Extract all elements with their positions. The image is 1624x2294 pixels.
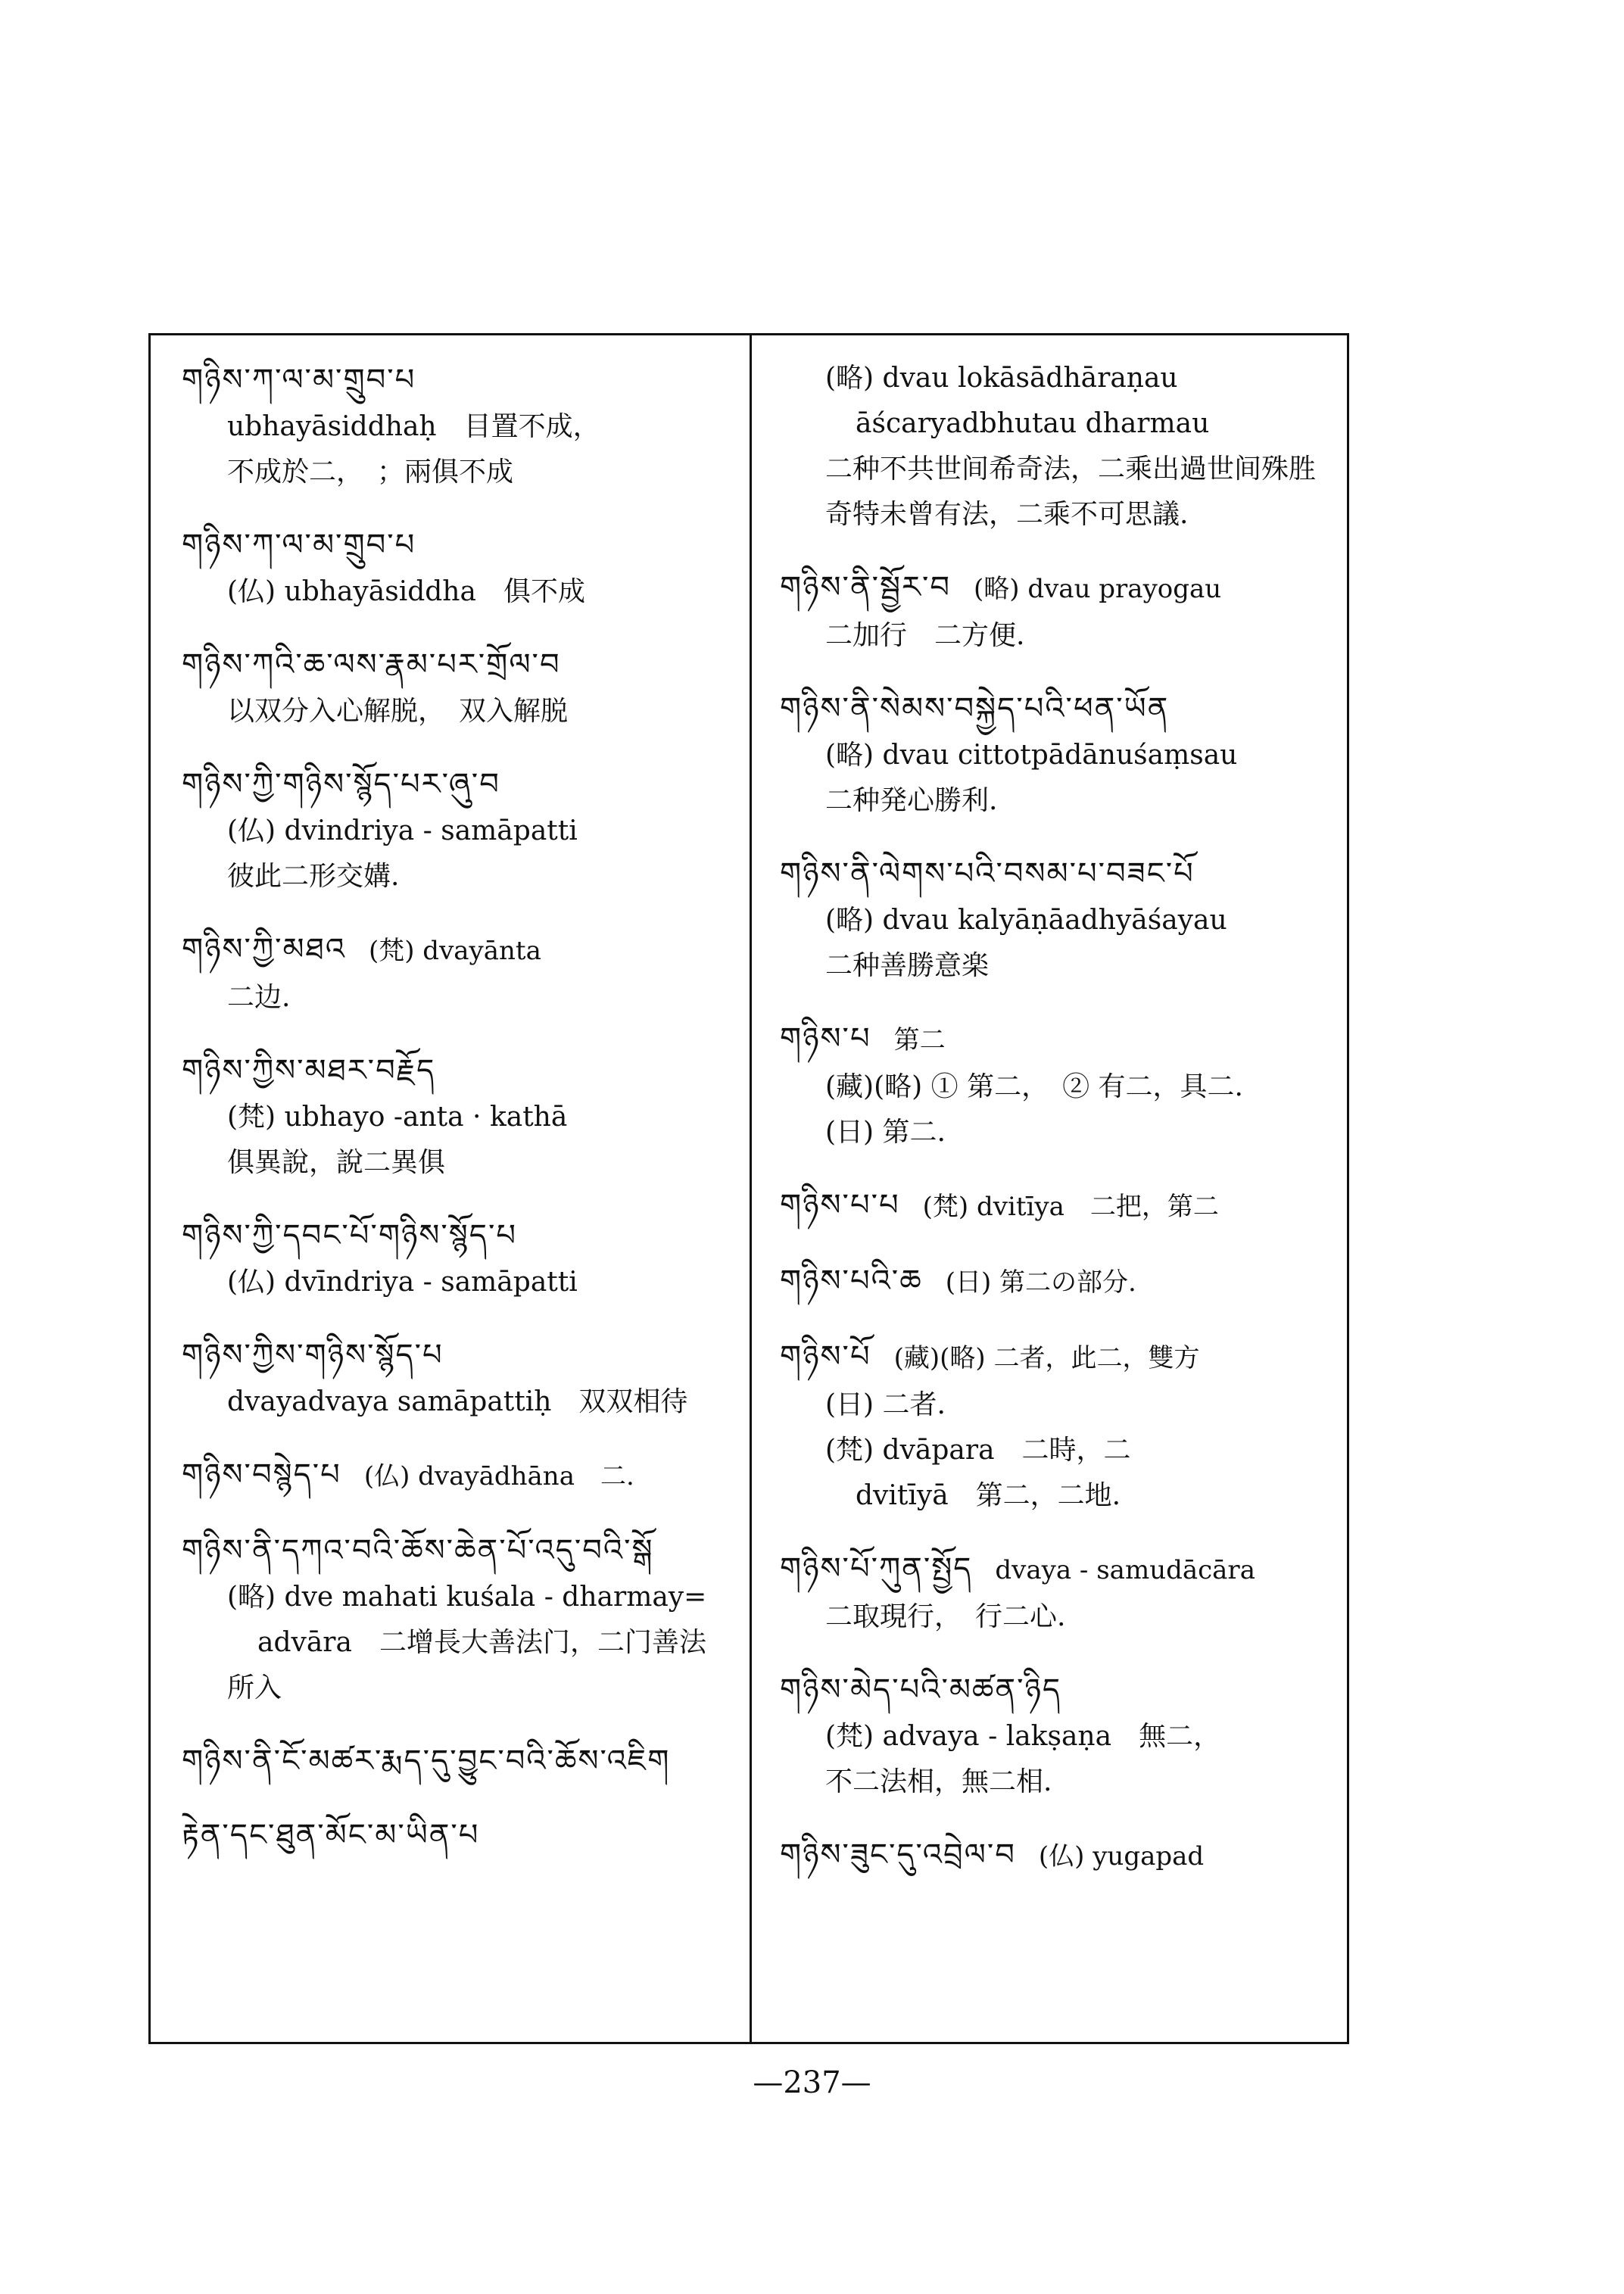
inline-gloss: (日) 第二の部分.: [945, 1267, 1136, 1298]
inline-gloss: (略) dvau prayogau: [974, 574, 1222, 604]
dictionary-entry: [780, 1332, 1340, 1519]
tibetan-headword: གཉིས་པ་པ: [780, 1188, 900, 1223]
tibetan-headword: གཉིས་ནི་དཀའ་བའི་ཆོས་ཆེན་པོ་འདུ་བའི་སྒོ: [182, 1533, 654, 1568]
page-number: —237—: [753, 2065, 871, 2100]
gloss-line: advāra 二增長大善法门，二门善法: [257, 1627, 706, 1658]
gloss-line: 二种不共世间希奇法，二乘出過世间殊胜: [825, 454, 1317, 485]
dictionary-entry: [182, 1737, 742, 1785]
entry-headword-line: [182, 925, 742, 975]
gloss-line: (藏)(略) ① 第二， ② 有二，具二.: [825, 1071, 1243, 1102]
dictionary-entry: [780, 849, 1340, 989]
dictionary-entry: [780, 1257, 1340, 1307]
gloss-line: (梵) dvāpara 二時，二: [825, 1435, 1131, 1466]
entry-headword-line: [182, 1811, 742, 1859]
entry-headword-line: [780, 1015, 1340, 1064]
gloss-line: 二取現行， 行二心.: [825, 1601, 1066, 1632]
gloss-line: (梵) advaya - lakṣaṇa 無二，: [825, 1721, 1221, 1752]
tibetan-headword: གཉིས་ཀྱི་དབང་པོ་གཉིས་སྙོད་པ: [182, 1218, 517, 1253]
dictionary-entry: [182, 521, 742, 615]
gloss-line: (梵) ubhayo -anta · kathā: [227, 1102, 568, 1133]
gloss-line: ubhayāsiddhaḥ 目置不成，: [227, 411, 600, 442]
dictionary-entry: [182, 1526, 742, 1711]
tibetan-headword: གཉིས་ཀའི་ཆ་ལས་རྣམ་པར་གྲོལ་བ: [182, 647, 561, 682]
dictionary-entry: [182, 925, 742, 1021]
dictionary-entry: [182, 1331, 742, 1425]
gloss-line: āścaryadbhutau dharmau: [856, 408, 1210, 439]
gloss-line: (日) 第二.: [825, 1117, 946, 1148]
entry-headword-line: [182, 1451, 742, 1501]
gloss-line: (日) 二者.: [825, 1389, 946, 1420]
gloss-line: (仏) ubhayāsiddha 俱不成: [227, 576, 585, 607]
dictionary-entry: [780, 684, 1340, 824]
dictionary-entry: [182, 1211, 742, 1305]
gloss-line: 不二法相，無二相.: [825, 1766, 1052, 1797]
entry-headword-line: [780, 1332, 1340, 1382]
entry-headword-line: [182, 1211, 742, 1260]
inline-gloss: dvaya - samudācāra: [995, 1555, 1255, 1585]
tibetan-headword: གཉིས་ཀ་ལ་མ་གྲུབ་པ: [182, 363, 416, 397]
tibetan-headword: གཉིས་ཀྱི་མཐའ: [182, 932, 346, 967]
entry-headword-line: [780, 1544, 1340, 1594]
entry-headword-line: [182, 1046, 742, 1095]
dictionary-entry: [182, 641, 742, 734]
left-column: [182, 356, 742, 1885]
right-column: [780, 356, 1340, 1906]
dictionary-entry: [780, 1015, 1340, 1155]
tibetan-headword: གཉིས་པ: [780, 1021, 871, 1056]
gloss-line: (略) dvau kalyāṇāadhyāśayau: [825, 905, 1227, 936]
dictionary-entry: [780, 356, 1340, 538]
gloss-line: (略) dve mahati kuśala - dharmay=: [227, 1582, 707, 1613]
dictionary-entry: [182, 1451, 742, 1501]
tibetan-headword: གཉིས་ཀྱིས་གཉིས་སྙོད་པ: [182, 1338, 444, 1373]
tibetan-headword: རྟེན་དང་ཐུན་མོང་མ་ཡིན་པ: [182, 1818, 480, 1853]
gloss-line: 二加行 二方便.: [825, 620, 1025, 651]
tibetan-headword: གཉིས་པའི་ཆ: [780, 1264, 923, 1298]
entry-headword-line: [182, 760, 742, 809]
entry-headword-line: [182, 1526, 742, 1575]
entry-headword-line: [780, 1666, 1340, 1714]
entry-headword-line: [780, 1831, 1340, 1881]
inline-gloss: (梵) dvayānta: [368, 936, 541, 966]
tibetan-headword: གཉིས་ནི་ངོ་མཚར་རྨད་དུ་བྱུང་བའི་ཆོས་འཇིག: [182, 1744, 671, 1778]
gloss-line: 二种発心勝利.: [825, 785, 998, 816]
gloss-line: 彼此二形交媾.: [227, 861, 400, 892]
tibetan-headword: གཉིས་ནི་ལེགས་པའི་བསམ་པ་བཟང་པོ: [780, 856, 1195, 891]
inline-gloss: (仏) yugapad: [1038, 1841, 1205, 1872]
gloss-line: dvayadvaya samāpattiḥ 双双相待: [227, 1386, 688, 1417]
tibetan-headword: གཉིས་ནི་སེམས་བསྐྱེད་པའི་ཕན་ཡོན: [780, 691, 1170, 726]
gloss-line: 二种善勝意楽: [825, 950, 990, 981]
dictionary-entry: [780, 1181, 1340, 1231]
entry-headword-line: [182, 1737, 742, 1785]
inline-gloss: (藏)(略) 二者，此二，雙方: [893, 1343, 1200, 1373]
inline-gloss: (仏) dvayādhāna 二.: [363, 1461, 634, 1491]
tibetan-headword: གཉིས་བསྙེད་པ: [182, 1457, 341, 1492]
gloss-line: (仏) dvindriya - samāpatti: [227, 815, 578, 846]
entry-headword-line: [182, 1331, 742, 1379]
dictionary-entry: [780, 1544, 1340, 1640]
inline-gloss: (梵) dvitīya 二把，第二: [922, 1192, 1219, 1222]
inline-gloss: 第二: [893, 1025, 946, 1055]
entry-headword-line: [780, 1181, 1340, 1231]
column-divider: [750, 333, 752, 2044]
entry-headword-line: [780, 684, 1340, 733]
gloss-line: 二边.: [227, 982, 291, 1013]
gloss-line: (略) dvau cittotpādānuśaṃsau: [825, 740, 1238, 771]
dictionary-entry: [780, 1666, 1340, 1805]
entry-headword-line: [780, 849, 1340, 898]
tibetan-headword: གཉིས་པོ་ཀུན་སྤྱོད: [780, 1551, 973, 1586]
tibetan-headword: གཉིས་ཀྱིས་མཐར་བརྗོད: [182, 1053, 436, 1088]
gloss-line: 俱異說，說二異俱: [227, 1147, 446, 1178]
dictionary-entry: [182, 760, 742, 899]
tibetan-headword: གཉིས་ཀྱི་གཉིས་སྙོད་པར་ཞུ་བ: [182, 767, 500, 802]
tibetan-headword: གཉིས་ཀ་ལ་མ་གྲུབ་པ: [182, 528, 416, 563]
tibetan-headword: གཉིས་པོ: [780, 1339, 871, 1374]
gloss-line: 不成於二， ；兩俱不成: [227, 457, 514, 488]
tibetan-headword: གཉིས་མེད་པའི་མཚན་ཉིད: [780, 1672, 1062, 1707]
dictionary-entry: [780, 563, 1340, 659]
entry-headword-line: [182, 521, 742, 569]
entry-headword-line: [780, 1257, 1340, 1307]
tibetan-headword: གཉིས་ནི་སྦྱོར་བ: [780, 570, 951, 605]
dictionary-entry: [182, 1811, 742, 1859]
gloss-line: (仏) dvīndriya - samāpatti: [227, 1267, 578, 1298]
entry-headword-line: [182, 641, 742, 689]
gloss-line: dvitīyā 第二，二地.: [856, 1480, 1121, 1511]
entry-headword-line: [780, 563, 1340, 613]
entry-headword-line: [182, 356, 742, 404]
gloss-line: (略) dvau lokāsādhāraṇau: [825, 363, 1178, 394]
dictionary-entry: [780, 1831, 1340, 1881]
gloss-line: 以双分入心解脱， 双入解脱: [227, 696, 569, 727]
gloss-line: 奇特未曾有法，二乘不可思議.: [825, 499, 1189, 530]
gloss-line: 所入: [227, 1672, 282, 1703]
tibetan-headword: གཉིས་ཟུང་དུ་འབྲེལ་བ: [780, 1837, 1016, 1872]
dictionary-entry: [182, 356, 742, 495]
dictionary-entry: [182, 1046, 742, 1186]
